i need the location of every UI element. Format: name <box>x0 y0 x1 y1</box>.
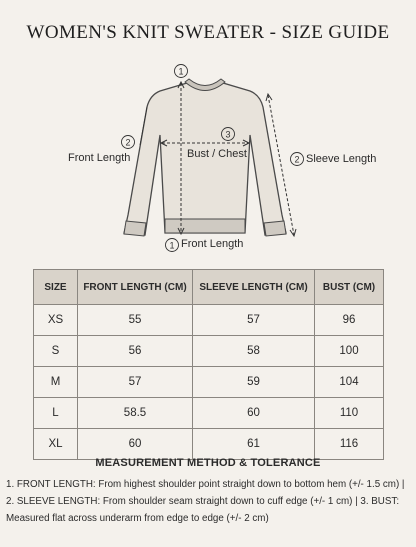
cell-size: XS <box>34 305 78 336</box>
table-row <box>34 429 384 460</box>
header-front-length: FRONT LENGTH (CM) <box>78 270 193 305</box>
table-row <box>34 398 384 429</box>
table-row <box>34 367 384 398</box>
cell-bust: 96 <box>315 305 384 336</box>
table-row <box>34 305 384 336</box>
cell-bust: 116 <box>315 429 384 460</box>
marker-left-number: 2 <box>125 137 131 148</box>
cell-front-length: 58.5 <box>78 398 193 429</box>
front-length-label-left: Front Length <box>68 152 131 164</box>
cell-sleeve-length: 61 <box>193 429 315 460</box>
cell-sleeve-length: 60 <box>193 398 315 429</box>
cell-size: L <box>34 398 78 429</box>
cell-sleeve-length: 58 <box>193 336 315 367</box>
cell-bust: 104 <box>315 367 384 398</box>
right-cuff <box>264 221 286 236</box>
left-cuff <box>124 221 146 236</box>
header-size: SIZE <box>34 270 78 305</box>
size-table <box>33 269 384 460</box>
sweater-diagram <box>0 55 416 265</box>
front-length-label-bottom: Front Length <box>181 238 244 250</box>
cell-front-length: 56 <box>78 336 193 367</box>
cell-bust: 110 <box>315 398 384 429</box>
bust-chest-label: Bust / Chest <box>187 148 247 160</box>
header-bust: BUST (CM) <box>315 270 384 305</box>
sleeve-length-label: Sleeve Length <box>306 153 377 165</box>
marker-bust-number: 3 <box>225 129 231 140</box>
table-row <box>34 336 384 367</box>
header-sleeve-length: SLEEVE LENGTH (CM) <box>193 270 315 305</box>
cell-bust: 100 <box>315 336 384 367</box>
hem-ribbing <box>165 219 245 233</box>
cell-front-length: 57 <box>78 367 193 398</box>
method-text: 1. FRONT LENGTH: From highest shoulder point straight down to bottom hem (+/- 1.5 cm) | 2. SLEEVE LENGTH: From shoulder seam straight down to cuff edge (+/- 1 cm) | 3. BUST: Measured flat across underarm from edge to edge (+/- 2 cm) <box>6 479 405 524</box>
cell-size: S <box>34 336 78 367</box>
cell-size: M <box>34 367 78 398</box>
cell-front-length: 60 <box>78 429 193 460</box>
marker-top-number: 1 <box>178 66 184 77</box>
marker-sleeve-number: 2 <box>294 154 300 165</box>
page-title: WOMEN'S KNIT SWEATER - SIZE GUIDE <box>26 22 390 43</box>
cell-front-length: 55 <box>78 305 193 336</box>
cell-sleeve-length: 57 <box>193 305 315 336</box>
method-title: MEASUREMENT METHOD & TOLERANCE <box>95 457 321 469</box>
cell-size: XL <box>34 429 78 460</box>
cell-sleeve-length: 59 <box>193 367 315 398</box>
table-header-row <box>34 270 384 305</box>
marker-bottom-number: 1 <box>169 240 175 251</box>
